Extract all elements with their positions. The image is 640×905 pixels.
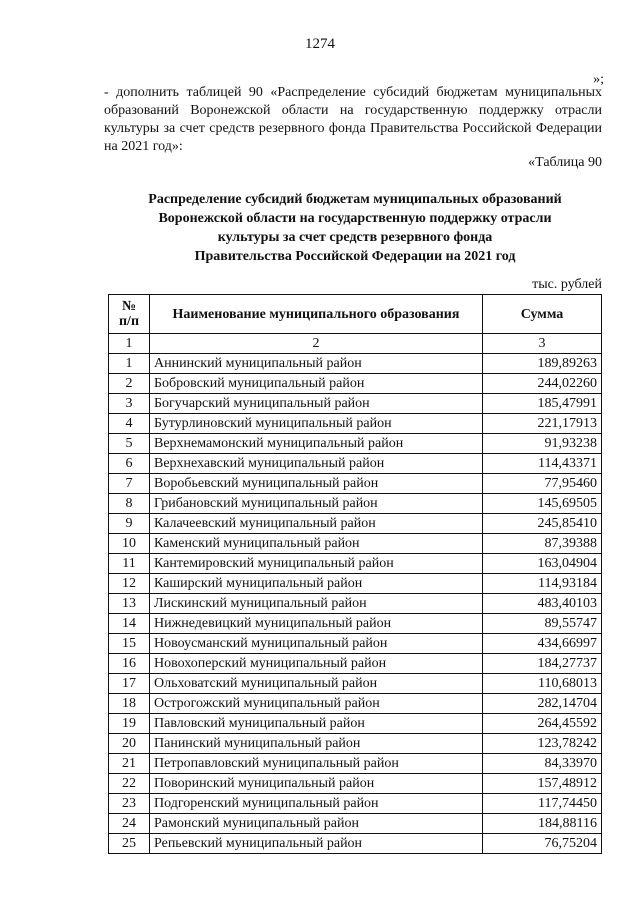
document-title xyxy=(120,190,590,266)
subsidy-amount: 77,95460 xyxy=(483,474,602,494)
row-number: 23 xyxy=(109,794,150,814)
row-number: 4 xyxy=(109,414,150,434)
municipality-name: Новоусманский муниципальный район xyxy=(150,634,483,654)
municipality-name: Панинский муниципальный район xyxy=(150,734,483,754)
municipality-name: Рамонский муниципальный район xyxy=(150,814,483,834)
municipality-name: Кантемировский муниципальный район xyxy=(150,554,483,574)
table-row xyxy=(109,514,602,534)
subsidy-amount: 114,93184 xyxy=(483,574,602,594)
table-row xyxy=(109,694,602,714)
subsidy-amount: 434,66997 xyxy=(483,634,602,654)
subsidy-amount: 76,75204 xyxy=(483,834,602,854)
municipality-name: Грибановский муниципальный район xyxy=(150,494,483,514)
municipality-name: Верхнехавский муниципальный район xyxy=(150,454,483,474)
row-number: 19 xyxy=(109,714,150,734)
subsidy-amount: 114,43371 xyxy=(483,454,602,474)
subsidy-amount: 110,68013 xyxy=(483,674,602,694)
municipality-name: Бутурлиновский муниципальный район xyxy=(150,414,483,434)
table-row xyxy=(109,374,602,394)
municipality-name: Верхнемамонский муниципальный район xyxy=(150,434,483,454)
municipality-name: Каширский муниципальный район xyxy=(150,574,483,594)
municipality-name: Новохоперский муниципальный район xyxy=(150,654,483,674)
table-row xyxy=(109,654,602,674)
table-row xyxy=(109,534,602,554)
row-number: 1 xyxy=(109,354,150,374)
municipality-name: Ольховатский муниципальный район xyxy=(150,674,483,694)
row-number: 2 xyxy=(109,374,150,394)
row-number: 5 xyxy=(109,434,150,454)
table-row xyxy=(109,354,602,374)
title-line: культуры за счет средств резервного фонда xyxy=(217,230,493,245)
subsidy-amount: 163,04904 xyxy=(483,554,602,574)
subsidy-amount: 483,40103 xyxy=(483,594,602,614)
subsidy-amount: 282,14704 xyxy=(483,694,602,714)
subsidy-amount: 244,02260 xyxy=(483,374,602,394)
row-number: 16 xyxy=(109,654,150,674)
column-index: 1 xyxy=(109,334,150,354)
subsidy-amount: 189,89263 xyxy=(483,354,602,374)
municipality-name: Павловский муниципальный район xyxy=(150,714,483,734)
row-number: 18 xyxy=(109,694,150,714)
closing-quote-mark: »; xyxy=(593,72,604,87)
table-row xyxy=(109,594,602,614)
subsidy-amount: 157,48912 xyxy=(483,774,602,794)
table-reference: «Таблица 90 xyxy=(528,155,602,170)
subsidy-amount: 221,17913 xyxy=(483,414,602,434)
header-municipality: Наименование муниципального образования xyxy=(150,295,483,334)
row-number: 3 xyxy=(109,394,150,414)
municipality-name: Аннинский муниципальный район xyxy=(150,354,483,374)
table-row xyxy=(109,574,602,594)
subsidy-amount: 245,85410 xyxy=(483,514,602,534)
municipality-name: Острогожский муниципальный район xyxy=(150,694,483,714)
subsidy-amount: 91,93238 xyxy=(483,434,602,454)
subsidy-amount: 184,88116 xyxy=(483,814,602,834)
row-number: 20 xyxy=(109,734,150,754)
column-index: 3 xyxy=(483,334,602,354)
municipality-name: Калачеевский муниципальный район xyxy=(150,514,483,534)
municipality-name: Репьевский муниципальный район xyxy=(150,834,483,854)
row-number: 11 xyxy=(109,554,150,574)
column-index: 2 xyxy=(150,334,483,354)
row-number: 21 xyxy=(109,754,150,774)
column-index-row xyxy=(109,334,602,354)
table-header-row xyxy=(109,295,602,334)
municipality-name: Поворинский муниципальный район xyxy=(150,774,483,794)
row-number: 9 xyxy=(109,514,150,534)
subsidy-amount: 145,69505 xyxy=(483,494,602,514)
row-number: 24 xyxy=(109,814,150,834)
row-number: 17 xyxy=(109,674,150,694)
row-number: 7 xyxy=(109,474,150,494)
municipality-name: Богучарский муниципальный район xyxy=(150,394,483,414)
table-row xyxy=(109,714,602,734)
intro-paragraph xyxy=(104,84,602,156)
row-number: 15 xyxy=(109,634,150,654)
table-row xyxy=(109,674,602,694)
row-number: 8 xyxy=(109,494,150,514)
subsidy-amount: 84,33970 xyxy=(483,754,602,774)
table-row xyxy=(109,794,602,814)
table-row xyxy=(109,474,602,494)
subsidy-amount: 89,55747 xyxy=(483,614,602,634)
row-number: 6 xyxy=(109,454,150,474)
subsidy-amount: 117,74450 xyxy=(483,794,602,814)
table-row xyxy=(109,554,602,574)
municipality-name: Бобровский муниципальный район xyxy=(150,374,483,394)
subsidy-amount: 184,27737 xyxy=(483,654,602,674)
municipality-name: Подгоренский муниципальный район xyxy=(150,794,483,814)
municipality-name: Петропавловский муниципальный район xyxy=(150,754,483,774)
row-number: 12 xyxy=(109,574,150,594)
municipality-name: Нижнедевицкий муниципальный район xyxy=(150,614,483,634)
page-number: 1274 xyxy=(305,36,335,52)
header-number xyxy=(109,295,150,334)
row-number: 25 xyxy=(109,834,150,854)
subsidy-amount: 123,78242 xyxy=(483,734,602,754)
row-number: 13 xyxy=(109,594,150,614)
table-row xyxy=(109,774,602,794)
table-row xyxy=(109,434,602,454)
table-row xyxy=(109,834,602,854)
table-row xyxy=(109,494,602,514)
title-line: Воронежской области на государственную поддержку отрасли xyxy=(158,211,552,226)
municipality-name: Воробьевский муниципальный район xyxy=(150,474,483,494)
subsidy-amount: 264,45592 xyxy=(483,714,602,734)
table-row xyxy=(109,734,602,754)
table-row xyxy=(109,414,602,434)
row-number: 10 xyxy=(109,534,150,554)
subsidy-amount: 87,39388 xyxy=(483,534,602,554)
header-number-symbol: № xyxy=(121,299,137,314)
table-row xyxy=(109,634,602,654)
table-row xyxy=(109,394,602,414)
table-row xyxy=(109,614,602,634)
table-row xyxy=(109,814,602,834)
intro-text: - дополнить таблицей 90 «Распределение субсидий бюджетам муниципальных образований Воронежской области на государственную поддержку отрасли культуры за счет средств резервного фонда Правительства Российской Федерации на 2021 год»: xyxy=(104,85,602,154)
title-line: Правительства Российской Федерации на 2021 год xyxy=(194,249,516,264)
header-sum: Сумма xyxy=(483,295,602,334)
subsidy-amount: 185,47991 xyxy=(483,394,602,414)
table-row xyxy=(109,454,602,474)
municipality-name: Каменский муниципальный район xyxy=(150,534,483,554)
subsidy-table xyxy=(108,294,602,854)
row-number: 22 xyxy=(109,774,150,794)
title-line: Распределение субсидий бюджетам муниципальных образований xyxy=(148,192,562,207)
units-label: тыс. рублей xyxy=(532,277,602,292)
header-number-abbr: п/п xyxy=(118,314,140,329)
row-number: 14 xyxy=(109,614,150,634)
table-row xyxy=(109,754,602,774)
municipality-name: Лискинский муниципальный район xyxy=(150,594,483,614)
